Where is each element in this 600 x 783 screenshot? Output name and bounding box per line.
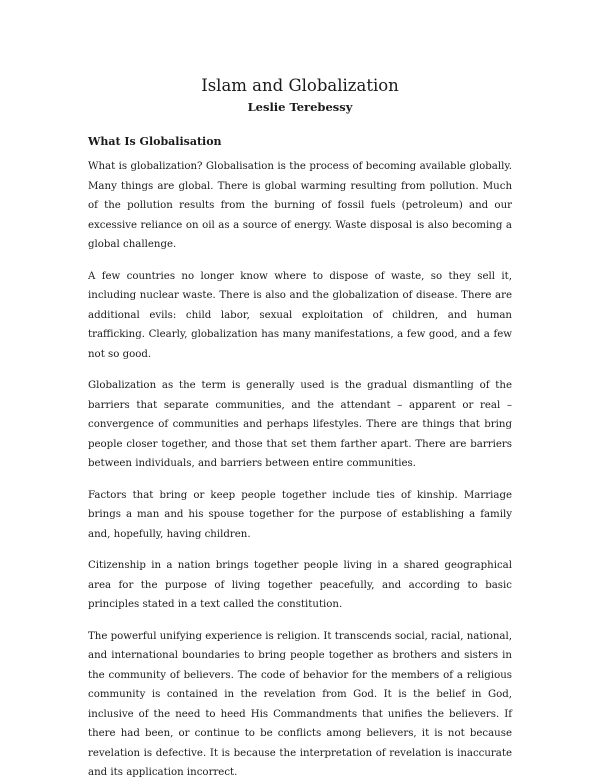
paragraph-6: The powerful unifying experience is religion. It transcends social, racial, national, and international boundaries to bring people together as brothers and sisters in the community of believers. The code of behavior for the members of a religious community is contained in the revelation from God. It is the belief in God, inclusive of the need to heed His Commandments that unifies the believers. If there had been, or continue to be conflicts among believers, it is not because revelation is defective. It is because the interpretation of revelation is inaccurate and its application incorrect. xyxy=(88,630,512,778)
document-title: Islam and Globalization xyxy=(201,76,399,95)
paragraph-3: Globalization as the term is generally used is the gradual dismantling of the barriers that separate communities, and the attendant – apparent or real – convergence of communities and perhaps lifestyles. There are things that bring people closer together, and those that set them farther apart. There are barriers between individuals, and barriers between entire communities. xyxy=(88,380,512,469)
document-author: Leslie Terebessy xyxy=(247,100,353,114)
section-heading: What Is Globalisation xyxy=(88,135,222,148)
paragraph-4: Factors that bring or keep people together include ties of kinship. Marriage brings a man and his spouse together for the purpose of establishing a family and, hopefully, having children. xyxy=(88,489,512,540)
paragraph-5: Citizenship in a nation brings together people living in a shared geographical area for the purpose of living together peacefully, and according to basic principles stated in a text called the constitution. xyxy=(88,560,512,610)
paragraph-2: A few countries no longer know where to dispose of waste, so they sell it, including nuclear waste. There is also and the globalization of disease. There are additional evils: child labor, sexual exploitation of children, and human trafficking. Clearly, globalization has many manifestations, a few good, and a few not so good. xyxy=(88,270,512,360)
paragraph-1: What is globalization? Globalisation is the process of becoming available globally. Many things are global. There is global warming resulting from pollution. Much of the pollution results from the burning of fossil fuels (petroleum) and our excessive reliance on oil as a source of energy. Waste disposal is also becoming a global challenge. xyxy=(88,161,512,250)
